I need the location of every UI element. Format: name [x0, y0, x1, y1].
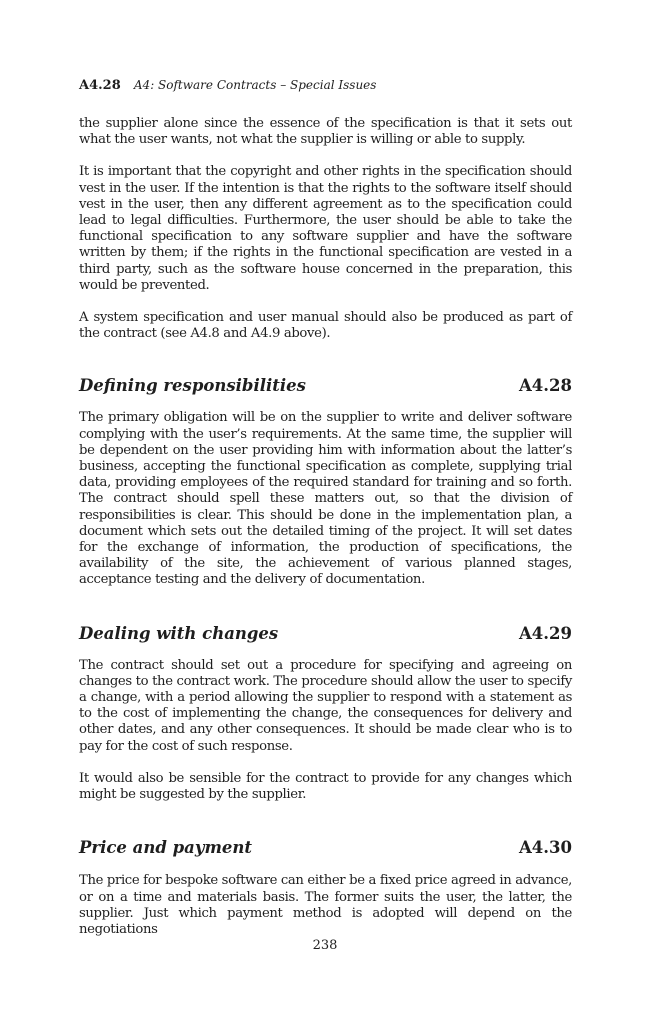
section-number: A4.30	[519, 838, 572, 858]
paragraph: A system specification and user manual should also be produced as part of the contract (see A4.8 and A4.9 above).	[79, 310, 572, 342]
section-heading	[79, 375, 572, 397]
running-head-title: A4: Software Contracts – Special Issues	[133, 78, 377, 92]
paragraph: It is important that the copyright and other rights in the specification should vest in the user. If the intention is that the rights to the software itself should vest in the user, then any different agreement as to the specification could lead to legal difficulties. Furthermore, the user should be able to take the functional specification to any software supplier and have the software written by them; if the rights in the functional specification are vested in a third party, such as the software house concerned in the preparation, this would be prevented.	[79, 164, 572, 293]
paragraph: The price for bespoke software can either be a fixed price agreed in advance, or on a time and materials basis. The former suits the user, the latter, the supplier. Just which payment method is adopted will depend on the negotiations	[79, 873, 572, 937]
section-number: A4.29	[519, 623, 572, 643]
section-heading	[79, 623, 572, 645]
paragraph: The primary obligation will be on the supplier to write and deliver software complying with the user’s requirements. At the same time, the supplier will be dependent on the user providing him with information about the latter’s business, accepting the functional specification as complete, supplying trial data, providing employees of the required standard for training and so forth. The contract should spell these matters out, so that the division of responsibilities is clear. This should be done in the implementation plan, a document which sets out the detailed timing of the project. It will set dates for the exchange of information, the production of specifications, the availability of the site, the achievement of various planned stages, acceptance testing and the delivery of documentation.	[79, 410, 572, 588]
paragraph: The contract should set out a procedure for specifying and agreeing on changes to the contract work. The procedure should allow the user to specify a change, with a period allowing the supplier to respond with a statement as to the cost of implementing the change, the consequences for delivery and other dates, and any other consequences. It should be made clear who is to pay for the cost of such response.	[79, 657, 572, 754]
running-head	[79, 76, 572, 95]
page-content	[79, 76, 572, 938]
running-head-number: A4.28	[79, 78, 121, 93]
section-title: Price and payment	[79, 838, 253, 858]
section-heading	[79, 837, 572, 859]
page-number: 238	[312, 938, 338, 953]
section-title: Dealing with changes	[79, 623, 279, 643]
section-title: Defining responsibilities	[79, 376, 306, 396]
section-number: A4.28	[519, 376, 572, 396]
paragraph: the supplier alone since the essence of the specification is that it sets out what the user wants, not what the supplier is willing or able to supply.	[79, 116, 572, 148]
paragraph: It would also be sensible for the contract to provide for any changes which might be suggested by the supplier.	[79, 770, 572, 803]
